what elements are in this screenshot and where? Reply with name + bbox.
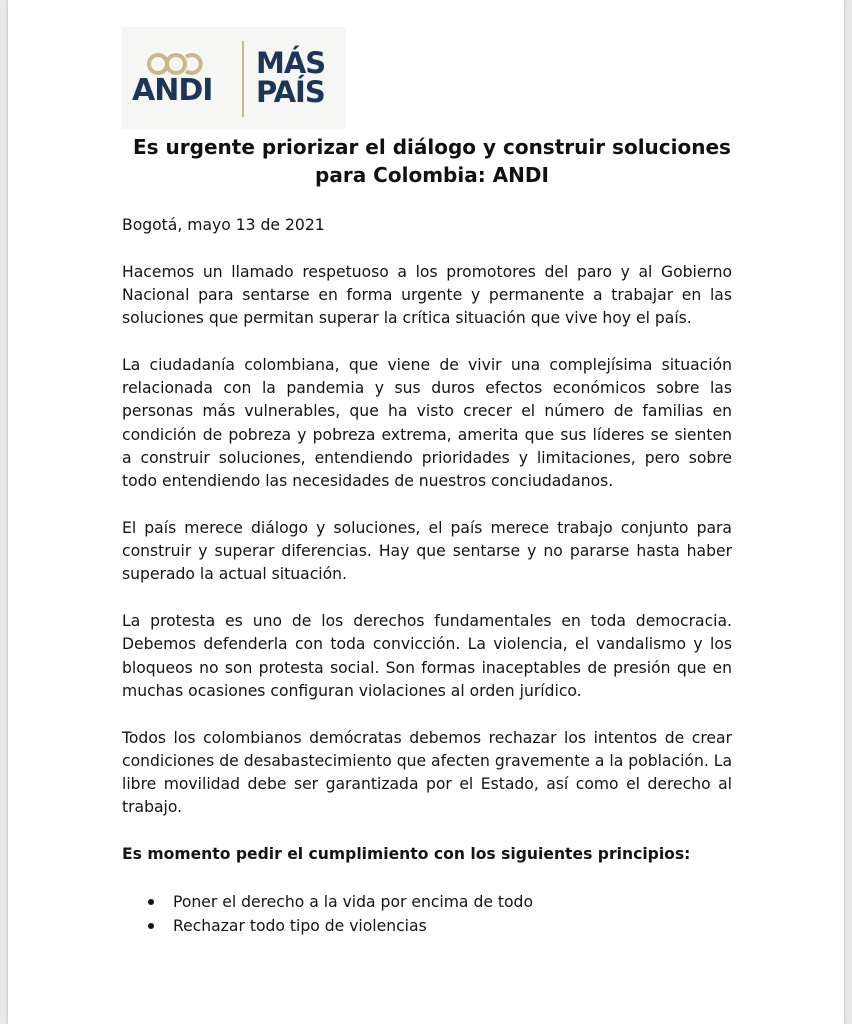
document-date: Bogotá, mayo 13 de 2021 bbox=[122, 216, 325, 234]
document-page bbox=[8, 0, 844, 1024]
principle-text: Rechazar todo tipo de violencias bbox=[173, 916, 427, 935]
bullet-icon bbox=[148, 899, 154, 905]
principles-list bbox=[122, 890, 732, 938]
paragraph-4: La protesta es uno de los derechos fundamentales en toda democracia. Debemos defenderla con toda convicción. La violencia, el vandalismo y los bloqueos no son protesta social. Son formas inaceptables de presión que en muchas ocasiones configuran violaciones al orden jurídico. bbox=[122, 612, 732, 700]
bullet-icon bbox=[148, 923, 154, 929]
andi-logo-text: ANDI bbox=[132, 73, 213, 108]
paragraph-1: Hacemos un llamado respetuoso a los promotores del paro y al Gobierno Nacional para sentarse en forma urgente y permanente a trabajar en las soluciones que permitan superar la crítica situación que vive hoy el país. bbox=[122, 262, 732, 328]
mas-logo-line: MÁS bbox=[256, 46, 326, 80]
header-logo bbox=[122, 27, 346, 129]
mas-pais-logo-text bbox=[256, 46, 326, 109]
principle-text: Poner el derecho a la vida por encima de todo bbox=[173, 892, 533, 911]
logo-divider bbox=[242, 41, 244, 117]
list-item bbox=[148, 890, 732, 914]
paragraph-3: El país merece diálogo y soluciones, el país merece trabajo conjunto para construir y superar diferencias. Hay que sentarse y no pararse hasta haber superado la actual situación. bbox=[122, 518, 732, 584]
principles-heading: Es momento pedir el cumplimiento con los siguientes principios: bbox=[122, 845, 691, 864]
document-body bbox=[122, 214, 732, 938]
list-item bbox=[148, 914, 732, 938]
pais-logo-line: PAÍS bbox=[256, 75, 325, 109]
paragraph-2: La ciudadanía colombiana, que viene de vivir una complejísima situación relacionada con la pandemia y sus duros efectos económicos sobre las personas más vulnerables, que ha visto crecer el número de familias en condición de pobreza y pobreza extrema, amerita que sus líderes se sienten a construir soluciones, entendiendo prioridades y limitaciones, pero sobre todo entendiendo las necesidades de nuestros conciudadanos. bbox=[122, 355, 732, 491]
paragraph-5: Todos los colombianos demócratas debemos rechazar los intentos de crear condiciones de desabastecimiento que afecten gravemente a la población. La libre movilidad debe ser garantizada por el Estado, así como el derecho al trabajo. bbox=[122, 728, 732, 817]
document-title: Es urgente priorizar el diálogo y construir soluciones para Colombia: ANDI bbox=[133, 135, 731, 187]
